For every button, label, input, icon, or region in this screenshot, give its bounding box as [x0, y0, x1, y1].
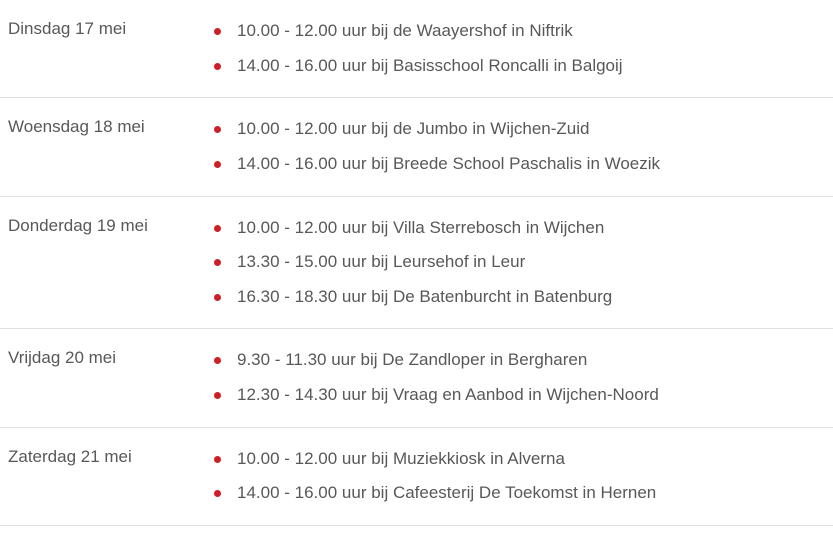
table-bottom-divider — [0, 525, 833, 536]
entry-text: 14.00 - 16.00 uur bij Basisschool Roncalli in Balgoij — [237, 55, 623, 75]
entry-text: 14.00 - 16.00 uur bij Cafeesterij De Toekomst in Hernen — [237, 483, 657, 503]
bullet-icon — [214, 259, 221, 266]
bullet-icon — [214, 28, 221, 35]
list-item — [214, 112, 823, 147]
list-item — [214, 14, 823, 49]
list-item — [214, 476, 823, 511]
entry-text: 12.30 - 14.30 uur bij Vraag en Aanbod in Wijchen-Noord — [237, 385, 659, 405]
entry-list — [214, 98, 833, 195]
bullet-icon — [214, 392, 221, 399]
table-row — [0, 328, 833, 426]
list-item — [214, 147, 823, 182]
bullet-icon — [214, 161, 221, 168]
bullet-icon — [214, 126, 221, 133]
entry-list — [214, 0, 833, 97]
bullet-icon — [214, 63, 221, 70]
entry-list — [214, 329, 833, 426]
bullet-icon — [214, 294, 221, 301]
table-row — [0, 196, 833, 329]
list-item — [214, 49, 823, 84]
entry-text: 16.30 - 18.30 uur bij De Batenburcht in Batenburg — [237, 286, 613, 306]
list-item — [214, 442, 823, 477]
entry-text: 10.00 - 12.00 uur bij de Jumbo in Wijchen-Zuid — [237, 119, 590, 139]
list-item — [214, 211, 823, 246]
day-label: Woensdag 18 mei — [8, 117, 145, 137]
entry-list — [214, 197, 833, 329]
day-label: Dinsdag 17 mei — [8, 19, 127, 38]
table-row — [0, 0, 833, 97]
table-row — [0, 427, 833, 525]
entry-text: 9.30 - 11.30 uur bij De Zandloper in Bergharen — [237, 350, 588, 370]
bullet-icon — [214, 225, 221, 232]
entry-text: 14.00 - 16.00 uur bij Breede School Paschalis in Woezik — [237, 153, 661, 173]
table-row — [0, 97, 833, 195]
bullet-icon — [214, 490, 221, 497]
day-label: Vrijdag 20 mei — [8, 348, 117, 368]
list-item — [214, 343, 823, 378]
entry-list — [214, 428, 833, 525]
day-label: Zaterdag 21 mei — [8, 446, 132, 466]
entry-text: 10.00 - 12.00 uur bij Villa Sterrebosch in Wijchen — [237, 217, 605, 237]
bullet-icon — [214, 357, 221, 364]
list-item — [214, 280, 823, 315]
day-label: Donderdag 19 mei — [8, 215, 148, 235]
list-item — [214, 245, 823, 280]
entry-text: 13.30 - 15.00 uur bij Leursehof in Leur — [237, 252, 526, 272]
bullet-icon — [214, 456, 221, 463]
entry-text: 10.00 - 12.00 uur bij Muziekkiosk in Alverna — [237, 448, 565, 468]
list-item — [214, 378, 823, 413]
entry-text: 10.00 - 12.00 uur bij de Waayershof in Niftrik — [237, 21, 573, 40]
